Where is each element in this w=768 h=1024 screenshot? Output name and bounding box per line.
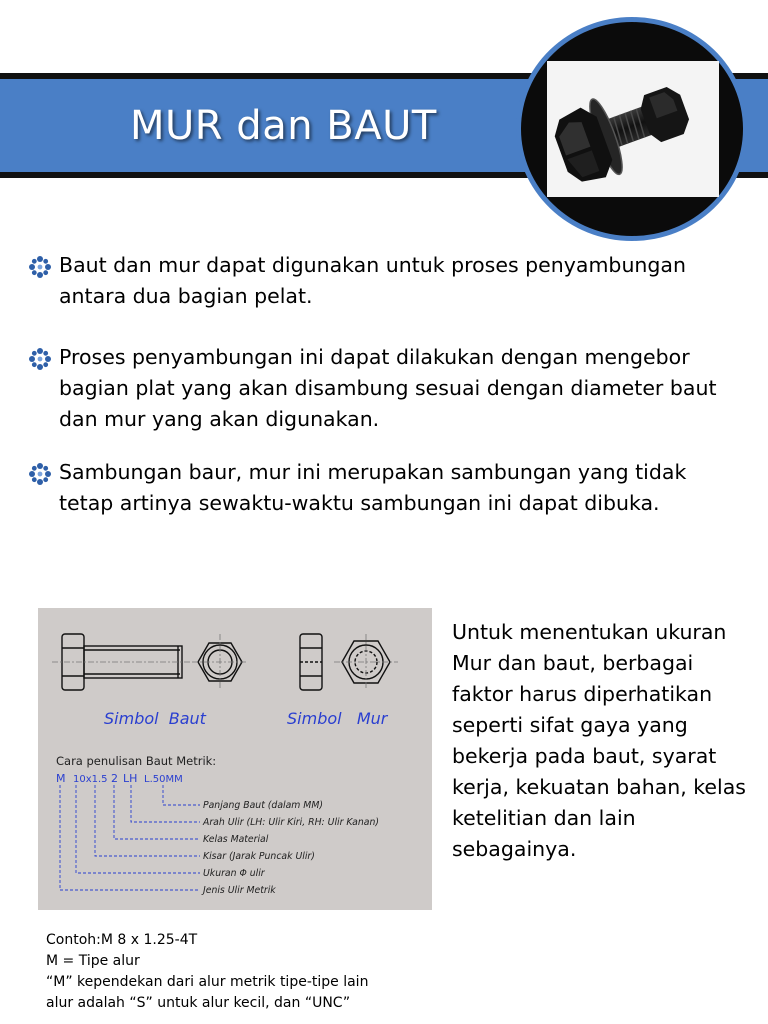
page-title: MUR dan BAUT <box>130 103 437 149</box>
example-line: M = Tipe alur <box>46 953 140 969</box>
bullet-item <box>28 342 728 435</box>
example-notes <box>46 930 466 1014</box>
bolt-nut-diagram <box>38 608 432 910</box>
bullet-item <box>28 250 728 312</box>
example-line: Contoh:M 8 x 1.25-4T <box>46 932 198 948</box>
code-part-class: 2 <box>111 772 118 785</box>
legend-pitch: Kisar (Jarak Puncak Ulir) <box>203 851 315 862</box>
example-line: alur adalah “S” untuk alur kecil, dan “UNC” <box>46 995 351 1011</box>
legend-length: Panjang Baut (dalam MM) <box>203 800 323 811</box>
bullet-icon <box>28 347 52 371</box>
metric-bolt-heading: Cara penulisan Baut Metrik: <box>56 754 217 768</box>
bullet-list <box>28 250 728 549</box>
nut-side-symbol <box>300 634 322 690</box>
side-paragraph: Untuk menentukan ukuran Mur dan baut, berbagai faktor harus diperhatikan seperti sifat gaya yang bekerja pada baut, syarat kerja, kekuatan bahan, kelas ketelitian dan lain sebagainya. <box>452 620 746 861</box>
nut-symbol-label: Simbol Mur <box>287 709 388 728</box>
diagram-drawing <box>38 608 432 910</box>
code-part-direction: LH <box>123 772 138 785</box>
bullet-item <box>28 457 728 519</box>
legend-diameter: Ukuran Φ ulir <box>203 868 265 879</box>
code-part-size: 10x1.5 <box>73 774 108 785</box>
bullet-text: Proses penyambungan ini dapat dilakukan dengan mengebor bagian plat yang akan disambung sesuai dengan diameter baut dan mur yang akan digunakan. <box>59 345 717 431</box>
bolt-nut-photo <box>547 61 719 197</box>
bolt-symbol-label: Simbol Baut <box>104 709 206 728</box>
legend-type: Jenis Ulir Metrik <box>203 885 276 896</box>
bullet-icon <box>28 462 52 486</box>
bolt-nut-image <box>547 61 719 197</box>
bullet-text: Sambungan baur, mur ini merupakan sambungan yang tidak tetap artinya sewaktu-waktu sambungan ini dapat dibuka. <box>59 460 687 515</box>
bullet-text: Baut dan mur dapat digunakan untuk proses penyambungan antara dua bagian pelat. <box>59 253 686 308</box>
legend-direction: Arah Ulir (LH: Ulir Kiri, RH: Ulir Kanan) <box>203 817 379 828</box>
bullet-icon <box>28 255 52 279</box>
example-line: “M” kependekan dari alur metrik tipe-tipe lain <box>46 974 369 990</box>
code-part-type: M <box>56 772 66 785</box>
legend-class: Kelas Material <box>203 834 269 845</box>
code-part-length: L.50MM <box>144 774 183 785</box>
